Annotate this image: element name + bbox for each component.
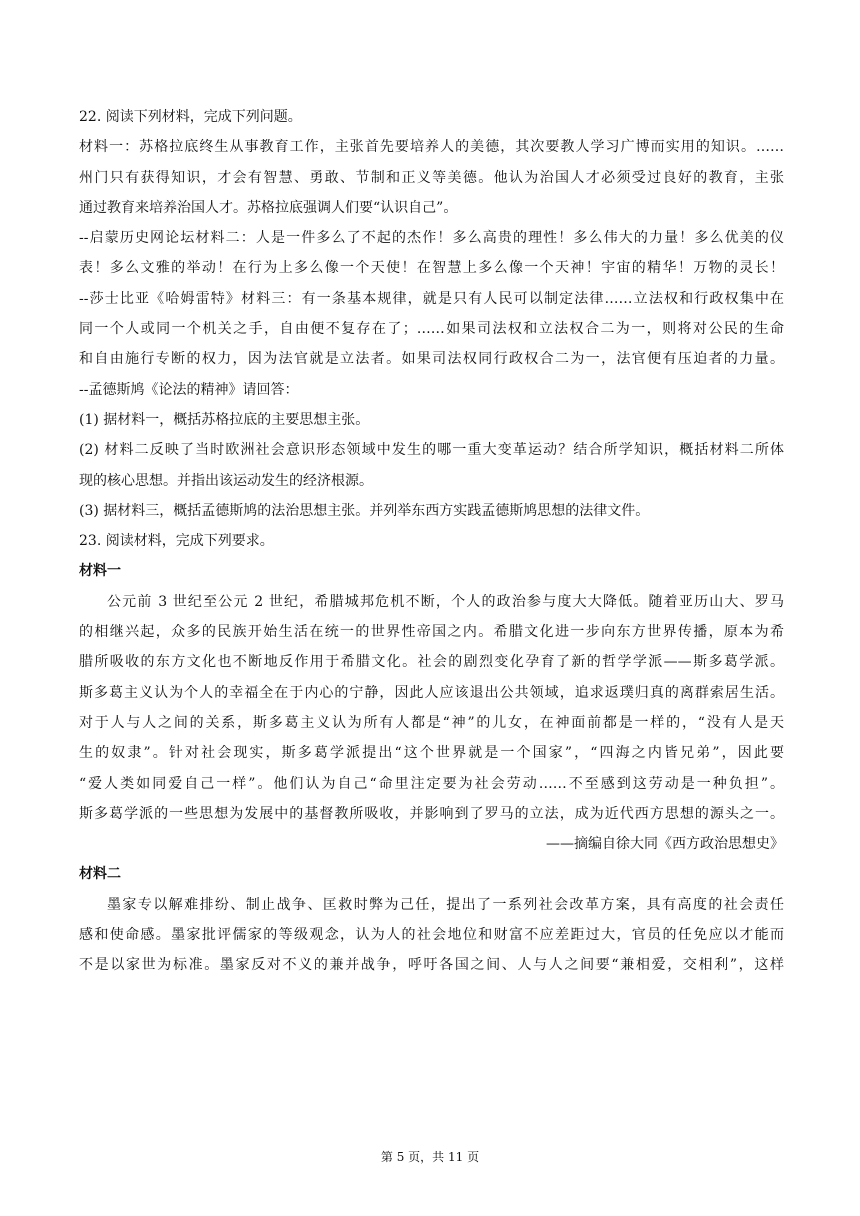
q22-question: (2) 材料二反映了当时欧洲社会意识形态领域中发生的哪一重大变革运动？结合所学知识，概括材料二所体: [79, 442, 784, 459]
q22-line: 和自由施行专断的权力，因为法官就是立法者。如果司法权同行政权合二为一，法官便有压迫者的力量。: [79, 351, 784, 368]
material1-title: 材料一: [79, 563, 121, 580]
material1-line: 斯多葛主义认为个人的幸福全在于内心的宁静，因此人应该退出公共领域，追求返璞归真的离群索居生活。: [79, 684, 784, 701]
q22-line: 同一个人或同一个机关之手，自由便不复存在了；……如果司法权和立法权合二为一，则将对公民的生命: [79, 321, 784, 338]
q22-line: --莎士比亚《哈姆雷特》材料三：有一条基本规律，就是只有人民可以制定法律……立法权和行政权集中在: [79, 290, 784, 307]
q22-line: --孟德斯鸠《论法的精神》请回答：: [79, 381, 299, 398]
material1-line: 对于人与人之间的关系，斯多葛主义认为所有人都是“神”的儿女，在神面前都是一样的，“没有人是天: [79, 714, 784, 731]
material2-line: 不是以家世为标准。墨家反对不义的兼并战争，呼吁各国之间、人与人之间要“兼相爱，交相利”，这样: [79, 957, 784, 974]
material1-line: 生的奴隶”。针对社会现实，斯多葛学派提出“这个世界就是一个国家”，“四海之内皆兄弟”，因此要: [79, 745, 784, 762]
q23-heading: 23. 阅读材料，完成下列要求。: [79, 533, 274, 550]
q22-line: 表！多么文雅的举动！在行为上多么像一个天使！在智慧上多么像一个天神！宇宙的精华！万物的灵长！: [79, 260, 784, 277]
material1-source: ——摘编自徐大同《西方政治思想史》: [546, 836, 784, 853]
q22-line: 通过教育来培养治国人才。苏格拉底强调人们要“认识自己”。: [79, 199, 458, 216]
material1-line: 公元前 3 世纪至公元 2 世纪，希腊城邦危机不断，个人的政治参与度大大降低。随着亚历山大、罗马: [107, 593, 784, 610]
q22-line: 州门只有获得知识，才会有智慧、勇敢、节制和正义等美德。他认为治国人才必须受过良好的教育，主张: [79, 169, 784, 186]
q22-question: 现的核心思想。并指出该运动发生的经济根源。: [79, 472, 373, 489]
material1-line: “爱人类如同爱自己一样”。他们认为自己“命里注定要为社会劳动……不至感到这劳动是一种负担”。: [79, 775, 784, 792]
q22-question: (1) 据材料一，概括苏格拉底的主要思想主张。: [79, 411, 370, 428]
q22-heading: 22. 阅读下列材料，完成下列问题。: [79, 109, 302, 125]
q22-line: 材料一：苏格拉底终生从事教育工作，主张首先要培养人的美德，其次要教人学习广博而实用的知识。……: [79, 139, 784, 156]
material2-line: 墨家专以解难排纷、制止战争、匡救时弊为己任，提出了一系列社会改革方案，具有高度的社会责任: [107, 896, 784, 913]
material1-line: 斯多葛学派的一些思想为发展中的基督教所吸收，并影响到了罗马的立法，成为近代西方思想的源头之一。: [79, 805, 784, 822]
material1-line: 的相继兴起，众多的民族开始生活在统一的世界性帝国之内。希腊文化进一步向东方世界传播，原本为希: [79, 624, 784, 641]
material2-line: 感和使命感。墨家批评儒家的等级观念，认为人的社会地位和财富不应差距过大，官员的任免应以才能而: [79, 927, 784, 944]
material1-line: 腊所吸收的东方文化也不断地反作用于希腊文化。社会的剧烈变化孕育了新的哲学学派——斯多葛学派。: [79, 654, 784, 671]
document-page: [79, 102, 784, 981]
page-footer: 第 5 页，共 11 页: [380, 1150, 480, 1164]
q22-line: --启蒙历史网论坛材料二：人是一件多么了不起的杰作！多么高贵的理性！多么伟大的力量！多么优美的仪: [79, 230, 784, 247]
material2-title: 材料二: [79, 866, 121, 883]
q22-question: (3) 据材料三，概括孟德斯鸠的法治思想主张。并列举东西方实践孟德斯鸠思想的法律文件。: [79, 502, 650, 519]
